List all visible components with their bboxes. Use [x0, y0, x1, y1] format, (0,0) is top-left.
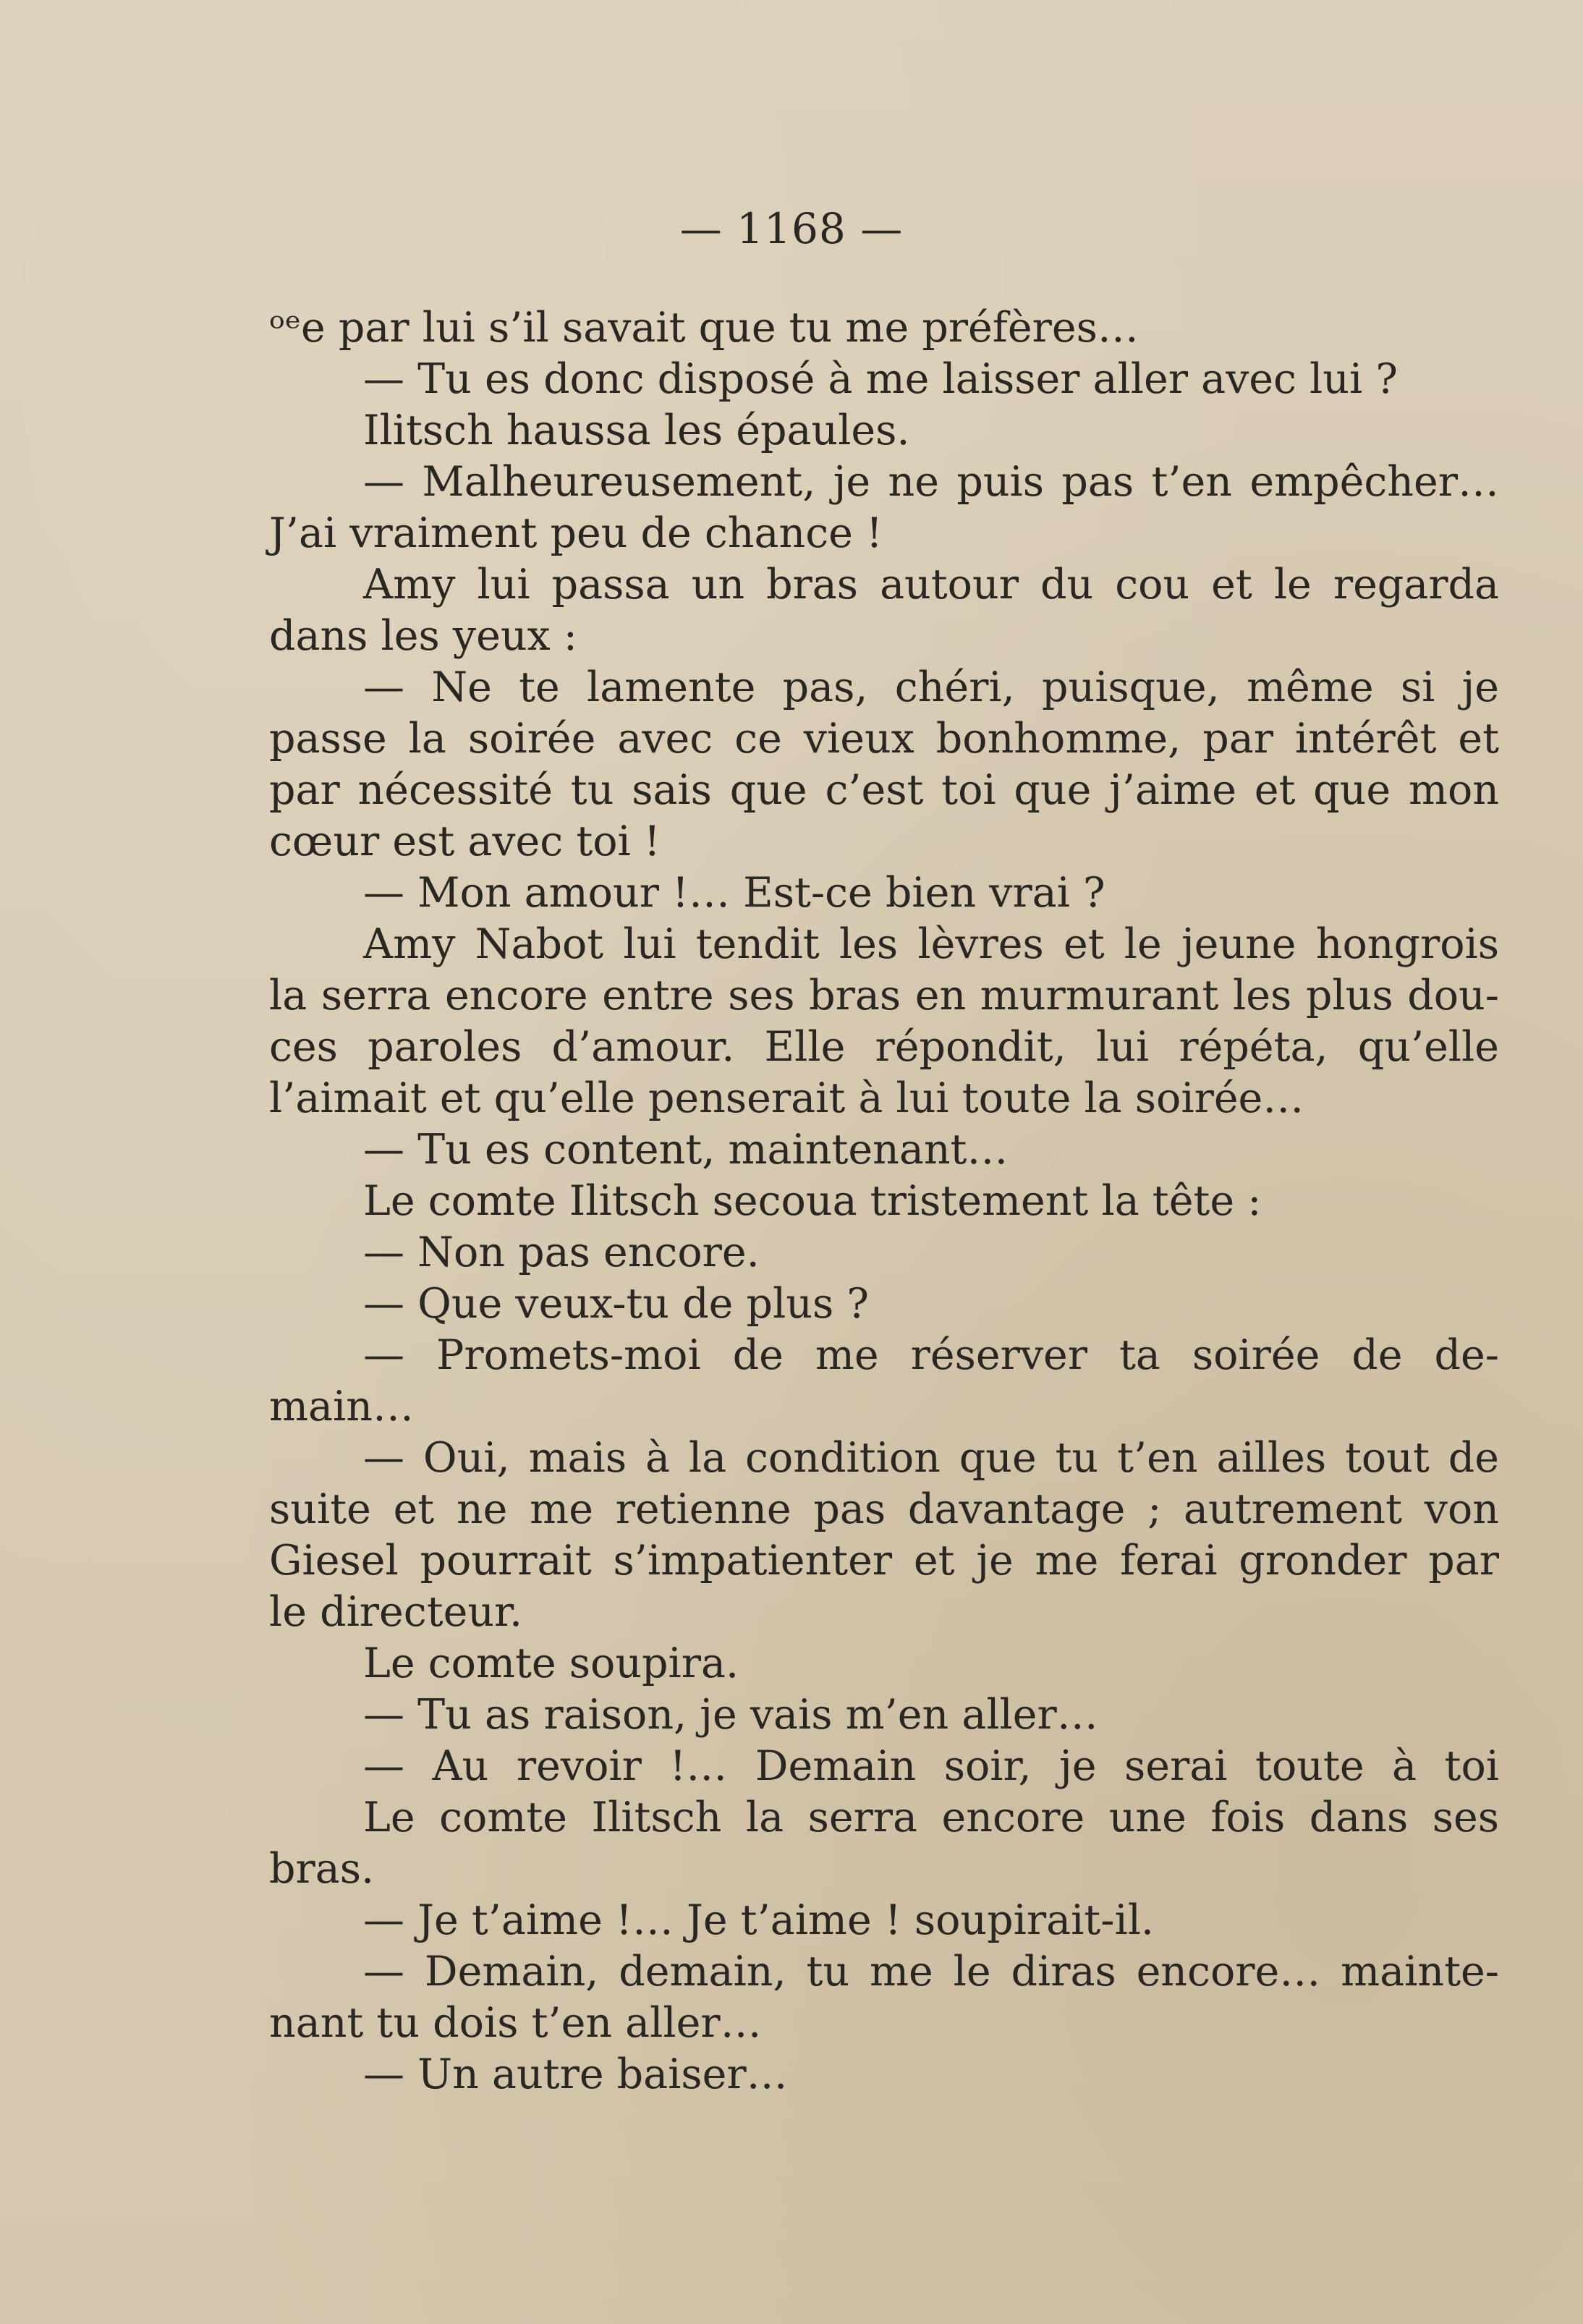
text-line: bras. [269, 1845, 375, 1893]
text-line: Le comte Ilitsch la serra encore une fois dans ses [363, 1794, 1499, 1841]
text-line: l’aimait et qu’elle penserait à lui toute la soirée… [269, 1074, 1304, 1122]
text-line: Amy lui passa un bras autour du cou et le regarda [363, 561, 1499, 608]
text-line: — Au revoir !… Demain soir, je serai toute à toi [363, 1742, 1499, 1790]
text-line: nant tu dois t’en aller… [269, 1999, 762, 2047]
text-line: Le comte Ilitsch secoua tristement la tête : [363, 1177, 1262, 1225]
text-line: — Non pas encore. [363, 1229, 760, 1276]
body-text [269, 302, 1499, 2100]
text-line: Amy Nabot lui tendit les lèvres et le jeune hongrois [363, 920, 1499, 968]
text-line: — Ne te lamente pas, chéri, puisque, même si je [363, 663, 1499, 711]
text-line: passe la soirée avec ce vieux bonhomme, par intérêt et [269, 715, 1499, 763]
text-line: — Promets-moi de me réserver ta soirée de de- [363, 1331, 1499, 1379]
text-line: par nécessité tu sais que c’est toi que j’aime et que mon [269, 766, 1499, 814]
text-line: dans les yeux : [269, 612, 577, 660]
text-line: — Tu as raison, je vais m’en aller… [363, 1691, 1098, 1739]
text-line: la serra encore entre ses bras en murmurant les plus dou- [269, 972, 1499, 1019]
text-line: — Oui, mais à la condition que tu t’en ailles tout de [363, 1434, 1499, 1482]
text-line: ᵒᵉe par lui s’il savait que tu me préfères… [269, 304, 1139, 352]
text-line: main… [269, 1383, 414, 1430]
text-line: Giesel pourrait s’impatienter et je me ferai gronder par [269, 1537, 1499, 1585]
text-line: — Que veux-tu de plus ? [363, 1280, 869, 1328]
text-line: — Je t’aime !… Je t’aime ! soupirait-il. [363, 1896, 1155, 1944]
text-line: — Tu es donc disposé à me laisser aller avec lui ? [363, 355, 1398, 403]
text-line: — Un autre baiser… [363, 2051, 788, 2098]
text-line: — Malheureusement, je ne puis pas t’en empêcher… [363, 458, 1499, 506]
text-line: — Mon amour !… Est-ce bien vrai ? [363, 869, 1105, 917]
text-line: cœur est avec toi ! [269, 818, 661, 865]
text-line: ces paroles d’amour. Elle répondit, lui répéta, qu’elle [269, 1023, 1499, 1071]
text-line: Ilitsch haussa les épaules. [363, 407, 910, 454]
text-line: — Demain, demain, tu me le diras encore… mainte- [363, 1948, 1499, 1996]
text-line: Le comte soupira. [363, 1640, 739, 1687]
text-line: le directeur. [269, 1588, 523, 1636]
text-line: J’ai vraiment peu de chance ! [269, 509, 883, 557]
text-line: suite et ne me retienne pas davantage ; autrement von [269, 1485, 1499, 1533]
text-line: — Tu es content, maintenant… [363, 1126, 1009, 1174]
page-number: — 1168 — [679, 204, 904, 253]
